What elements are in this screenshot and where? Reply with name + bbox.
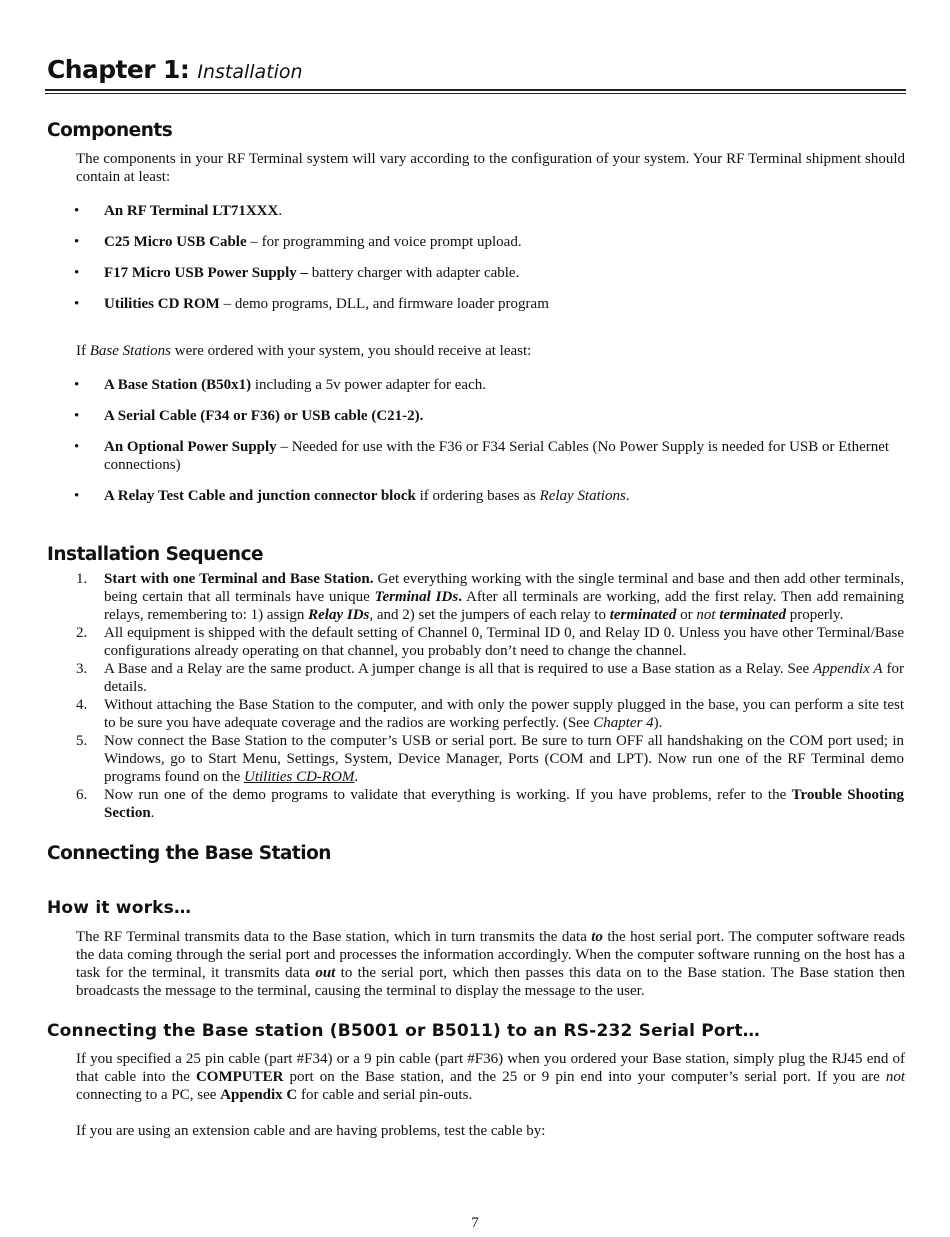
chapter-subtitle: Installation: [197, 61, 303, 83]
base-intro-italic: Base Stations: [89, 343, 171, 359]
step-bold-italic: terminated: [719, 607, 786, 623]
rs232-text: If you specified a 25 pin cable (part #F34) or a 9 pin cable (part #F36) when you ordered your Base station, simply plug the RJ45 end of that cable into the: [76, 1051, 905, 1085]
step-text: A Base and a Relay are the same product. A jumper change is all that is required to use a Base station as a Relay. See: [104, 661, 814, 677]
item-text: battery charger with adapter cable.: [308, 265, 520, 281]
how-bold-italic: out: [315, 965, 336, 981]
item-bold: A Relay Test Cable and junction connector block: [104, 488, 416, 504]
extension-cable-paragraph: If you are using an extension cable and are having problems, test the cable by:: [76, 1123, 546, 1139]
how-text: The RF Terminal transmits data to the Base station, which in turn transmits the data: [76, 929, 592, 945]
chapter-label: Chapter 1:: [47, 55, 190, 84]
how-it-works-heading: How it works…: [47, 898, 192, 918]
rs232-bold: Appendix C: [220, 1087, 298, 1103]
rs232-bold: COMPUTER: [195, 1069, 284, 1085]
bullet-icon: •: [74, 439, 80, 455]
step-end: .: [150, 805, 155, 821]
bullet-icon: •: [74, 296, 80, 312]
how-it-works-paragraph: [76, 928, 905, 1000]
step-text: Now run one of the demo programs to validate that everything is working. If you have problems, refer to the: [104, 787, 792, 803]
list-item: [74, 202, 904, 220]
how-bold-italic: to: [591, 929, 603, 945]
bullet-icon: •: [74, 265, 80, 281]
rs232-text: for cable and serial pin-outs.: [297, 1087, 473, 1103]
step-number: 2.: [76, 625, 88, 641]
page-number: 7: [471, 1215, 479, 1231]
step-italic: not: [696, 607, 716, 623]
step-number: 5.: [76, 733, 88, 749]
utilities-cd-rom-link[interactable]: Utilities CD-ROM: [243, 769, 355, 785]
rs232-heading: Connecting the Base station (B5001 or B5011) to an RS-232 Serial Port…: [47, 1021, 760, 1041]
base-intro-post: were ordered with your system, you should receive at least:: [171, 343, 532, 359]
step-bold-italic: terminated: [609, 607, 677, 623]
connecting-base-station-heading: Connecting the Base Station: [47, 843, 331, 864]
installation-sequence-heading: Installation Sequence: [47, 544, 264, 565]
item-bold: F17 Micro USB Power Supply –: [104, 265, 309, 281]
step-bold: Trouble Shooting Section: [104, 787, 904, 821]
item-bold: A Base Station (B50x1): [104, 377, 252, 393]
step-number: 6.: [76, 787, 88, 803]
step-bold: Start with one Terminal and Base Station.: [104, 571, 374, 587]
components-intro: The components in your RF Terminal system will vary according to the configuration of your system. Your RF Terminal shipment should contain at least:: [76, 151, 905, 185]
installation-steps: [47, 570, 907, 822]
step-bold: .: [458, 589, 462, 605]
bullet-icon: •: [74, 203, 80, 219]
step-text: All equipment is shipped with the default setting of Channel 0, Terminal ID 0, and Relay ID 0. Unless you have other Terminal/Base configurations already operating on that channel, you probably don’t need to change the channel.: [104, 625, 904, 659]
list-item: [74, 407, 904, 425]
base-items-list: [47, 376, 907, 505]
item-bold: A Serial Cable (F34 or F36) or USB cable (C21-2).: [104, 408, 424, 424]
list-item: [74, 487, 904, 505]
step-end: ).: [653, 715, 663, 731]
step-item: [76, 624, 904, 660]
item-end: .: [625, 488, 630, 504]
components-list: [47, 202, 907, 313]
components-heading: Components: [47, 120, 173, 141]
bullet-icon: •: [74, 234, 80, 250]
item-bold: C25 Micro USB Cable: [104, 234, 247, 250]
page-content: [47, 116, 907, 1140]
list-item: [74, 295, 904, 313]
heading-rule-thin: [45, 93, 906, 94]
step-text: properly.: [785, 607, 844, 623]
step-text: Now connect the Base Station to the computer’s USB or serial port. Be sure to turn OFF all handshaking on the COM port used; in Windows, go to Start Menu, Settings, System, Device Manager, Ports (COM and LPT). Now run one of the RF Terminal demo programs found on the: [104, 733, 904, 785]
step-end: for details.: [104, 661, 904, 695]
rs232-text: connecting to a PC, see: [76, 1087, 221, 1103]
step-text: After all terminals are working, add the first relay. Then add remaining relays, remembering to: 1) assign: [104, 589, 904, 623]
item-italic: Relay Stations: [539, 488, 626, 504]
item-bold: An Optional Power Supply: [104, 439, 277, 455]
item-text: including a 5v power adapter for each.: [251, 377, 486, 393]
step-item: [76, 696, 904, 732]
step-end: .: [354, 769, 359, 785]
list-item: [74, 376, 904, 394]
step-italic: Chapter 4: [593, 715, 654, 731]
step-number: 3.: [76, 661, 88, 677]
bullet-icon: •: [74, 377, 80, 393]
step-italic: Appendix A: [813, 661, 883, 677]
item-text: – demo programs, DLL, and firmware loader program: [219, 296, 549, 312]
step-item: [76, 660, 904, 696]
heading-rule-thick: [45, 89, 906, 91]
rs232-italic: not: [885, 1069, 905, 1085]
base-stations-intro: [76, 342, 905, 360]
rs232-paragraph: [76, 1050, 905, 1104]
step-text: Get everything working with the single terminal and base and then add other terminals, being certain that all terminals have unique: [104, 571, 904, 605]
base-intro-pre: If: [76, 343, 90, 359]
rs232-text: port on the Base station, and the 25 or 9 pin end into your computer’s serial port. If you are: [283, 1069, 886, 1085]
chapter-title: [47, 55, 303, 84]
step-bold-italic: Relay IDs: [308, 607, 370, 623]
step-item: [76, 786, 904, 822]
item-text: – Needed for use with the F36 or F34 Serial Cables (No Power Supply is needed for USB or Ethernet connections): [104, 439, 890, 473]
step-item: [76, 732, 904, 786]
list-item: [74, 233, 904, 251]
list-item: [74, 264, 904, 282]
item-text: .: [278, 203, 283, 219]
step-number: 4.: [76, 697, 88, 713]
bullet-icon: •: [74, 408, 80, 424]
step-text: Without attaching the Base Station to the computer, and with only the power supply plugged in the base, you can perform a site test to be sure you have adequate coverage and the radios are working perfectly. (See: [104, 697, 904, 731]
step-text: or: [676, 607, 697, 623]
step-bold-italic: Terminal IDs: [374, 589, 459, 605]
step-item: [76, 570, 904, 624]
step-number: 1.: [76, 571, 88, 587]
how-text: to the serial port, which then passes this data on to the Base station. The Base station then broadcasts the message to the terminal, causing the terminal to display the message to the user.: [76, 965, 905, 999]
how-text: the host serial port. The computer software reads the data coming through the serial port and processes the information accordingly. When the computer software running on the host has a task for the terminal, it transmits data: [76, 929, 905, 981]
item-text: if ordering bases as: [415, 488, 540, 504]
list-item: [74, 438, 904, 474]
item-text: – for programming and voice prompt upload.: [246, 234, 522, 250]
step-text: , and 2) set the jumpers of each relay to: [369, 607, 610, 623]
item-bold: An RF Terminal LT71XXX: [104, 203, 279, 219]
item-bold: Utilities CD ROM: [104, 296, 220, 312]
bullet-icon: •: [74, 488, 80, 504]
